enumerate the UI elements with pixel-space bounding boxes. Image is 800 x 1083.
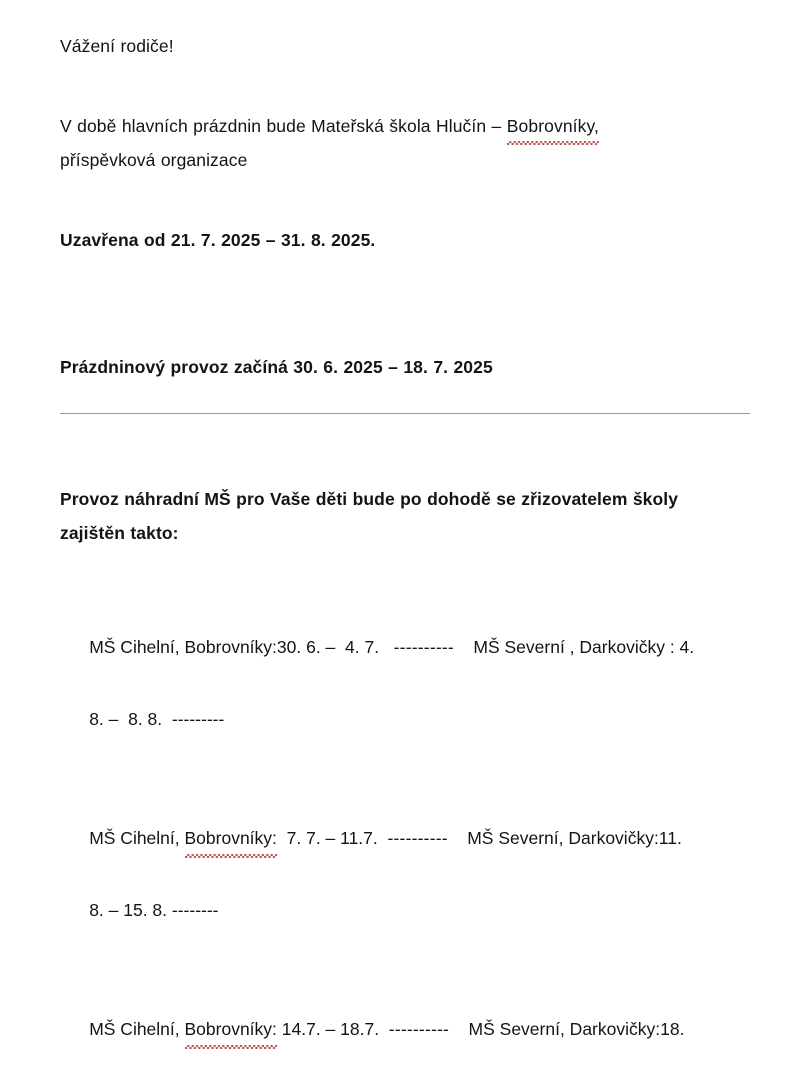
spacer-before-substitute: [60, 414, 750, 464]
holiday-operation-heading: Prázdninový provoz začíná 30. 6. 2025 – 18. 7. 2025: [60, 356, 493, 377]
spacer-before-closure: [60, 194, 750, 205]
schedule-left-label: MŠ Cihelní,: [89, 637, 185, 657]
spacer-before-schedule: [60, 567, 750, 593]
schedule-left-label: MŠ Cihelní,: [89, 828, 185, 848]
schedule-row: [60, 784, 750, 964]
intro-text-line2: příspěvková organizace: [60, 149, 248, 170]
schedule-left-misspelled: Bobrovníky:: [185, 820, 277, 856]
schedule-separator: [449, 1019, 468, 1039]
misspelled-word-bobrovniky: Bobrovníky,: [507, 109, 599, 143]
schedule-row: [60, 593, 750, 773]
spacer-schedule-2: [60, 964, 750, 975]
schedule-left-dates: 7. 7. – 11.7.: [276, 828, 388, 848]
top-spacer: [60, 0, 750, 11]
schedule-left-dashes: ----------: [393, 637, 454, 657]
heading-rule-wrapper: [60, 401, 750, 414]
schedule-left-dates: Bobrovníky:30. 6. – 4. 7.: [184, 637, 394, 657]
schedule-left-label: MŠ Cihelní,: [89, 1019, 185, 1039]
document-body: [60, 0, 750, 1083]
schedule-right-text: MŠ Severní, Darkovičky:18.: [468, 1019, 685, 1039]
schedule-separator: [448, 828, 467, 848]
intro-paragraph: [60, 109, 750, 177]
schedule-continuation: 8. – 8. 8. ---------: [89, 709, 225, 729]
schedule-right-text: MŠ Severní, Darkovičky:11.: [467, 828, 682, 848]
substitute-intro-line2: zajištěn takto:: [60, 522, 179, 543]
schedule-right-text: MŠ Severní , Darkovičky : 4.: [473, 637, 695, 657]
intro-text-before: V době hlavních prázdnin bude Mateřská škola Hlučín –: [60, 115, 507, 136]
substitute-intro-line1: Provoz náhradní MŠ pro Vaše děti bude po dohodě se zřizovatelem školy: [60, 488, 679, 509]
spacer-after-salutation: [60, 80, 750, 91]
substitute-intro-paragraph: [60, 482, 750, 550]
spacer-before-heading: [60, 274, 750, 332]
schedule-continuation: 8. – 15. 8. --------: [89, 900, 219, 920]
schedule-left-dashes: ----------: [388, 1019, 450, 1039]
spacer-schedule-1: [60, 773, 750, 784]
schedule-separator: [454, 637, 473, 657]
schedule-row: [60, 975, 750, 1083]
schedule-left-dates: 14.7. – 18.7.: [276, 1019, 389, 1039]
closure-notice: Uzavřena od 21. 7. 2025 – 31. 8. 2025.: [60, 229, 376, 250]
salutation-paragraph: Vážení rodiče!: [60, 35, 174, 56]
schedule-left-dashes: ----------: [387, 828, 448, 848]
schedule-left-misspelled: Bobrovníky:: [185, 1011, 277, 1047]
